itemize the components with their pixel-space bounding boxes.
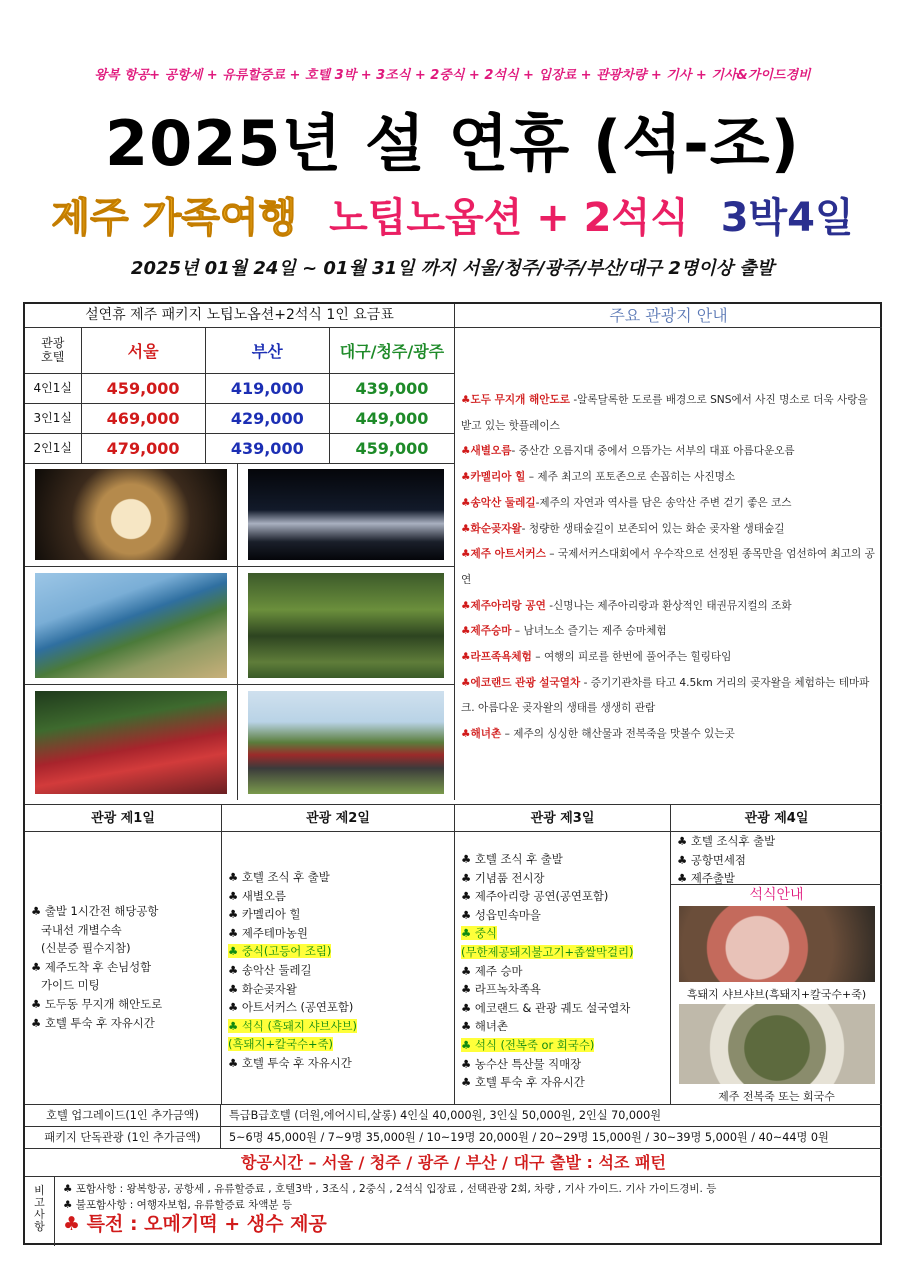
price-cell: 419,000 [205,373,329,403]
lunch-highlight: ♣ 중식 [461,926,497,941]
flight-time-line: 항공시간 – 서울 / 청주 / 광주 / 부산 / 대구 출발 : 석조 패턴 [25,1148,882,1176]
included-items: ♣ 포함사항 : 왕복항공, 공항세 , 유류할증료 , 호텔3박 , 3조식 , 2중식 , 2석식 입장료 , 선택관광 2회, 차량 , 기사 가이드. 기사 가이드경비. 등 [63,1183,717,1195]
notes-body [63,1181,873,1235]
day3-heading: 관광 제3일 [455,804,671,832]
list-item: ♣라프족욕체험 – 여행의 피로를 한번에 풀어주는 힐링타임 [461,651,732,664]
list-item: ♣송악산 둘레길-제주의 자연과 역사를 담은 송악산 주변 걷기 좋은 코스 [461,496,792,509]
upgrade-label: 호텔 업그레이드(1인 추가금액) [25,1105,221,1126]
dinner-highlight: ♣ 석식 (흑돼지 샤브샤브) [228,1018,357,1033]
notes-section [25,1176,882,1245]
corner-top: 관광 [41,336,65,351]
sight-desc: – 제주 최고의 포토존으로 손꼽히는 사진명소 [525,471,736,484]
sight-name: 새별오름 [470,445,512,458]
corner-bottom: 호텔 [41,350,65,365]
list-item: ♣화순곶자왈- 청량한 생태숲길이 보존되어 있는 화순 곶자왈 생태숲길 [461,522,785,535]
single-tour-value: 5~6명 45,000원 / 7~9명 35,000원 / 10~19명 20,000원 / 20~29명 15,000원 / 30~39명 5,000원 / 40~44명 0원 [229,1131,829,1144]
main-title: 2025년 설 연휴 (석-조) [104,107,801,180]
list-item: ♣해녀촌 – 제주의 싱싱한 해산물과 전복죽을 맛볼수 있는곳 [461,728,735,741]
list-item: ♣제주승마 – 남녀노소 즐기는 제주 승마체험 [461,625,667,638]
list-item [461,1036,670,1055]
sight-name: 제주아리랑 공연 [470,599,546,612]
list-item: ♣ 화순곶자왈 [228,981,297,996]
sight-name: 카멜리아 힐 [470,471,526,484]
table-row [25,373,455,403]
price-cell: 439,000 [205,433,329,463]
price-cell: 459,000 [81,373,205,403]
day4-heading: 관광 제4일 [671,804,882,832]
sight-desc: – 여행의 피로를 한번에 풀어주는 힐링타임 [531,651,732,664]
list-item: ♣새별오름- 중산간 오름지대 중에서 으뜸가는 서부의 대표 아름다운오름 [461,445,795,458]
sight-desc: - 청량한 생태숲길이 보존되어 있는 화순 곶자왈 생태숲길 [521,522,785,535]
list-item: 가이드 미팅 [41,978,100,993]
price-corner [25,328,81,373]
col-seoul: 서울 [81,328,205,373]
dinner-highlight: ♣ 석식 (전복죽 or 회국수) [461,1037,595,1052]
list-item: ♣ 호텔 투숙 후 자유시간 [228,1055,352,1070]
list-item [461,924,670,943]
list-item: ♣도두 무지개 해안도로 -알록달록한 도로를 배경으로 SNS에서 사진 명소로 더욱 사랑을 받고 있는 핫플레이스 [461,394,868,432]
price-cell: 479,000 [81,433,205,463]
price-table-heading: 설연휴 제주 패키지 노팁노옵션+2석식 1인 요금표 [25,304,455,328]
sight-name: 제주 아트서커스 [470,548,546,561]
col-daegu: 대구/청주/광주 [329,328,454,373]
photo-abalone-porridge [679,1004,875,1084]
list-item: ♣ 호텔 조식후 출발 [677,834,776,848]
photo-taekwondo-show [238,463,455,567]
list-item [461,943,670,962]
single-tour-row [25,1126,882,1148]
sight-name: 라프족욕체험 [470,651,532,664]
dinner-detail-highlight: (흑돼지+칼국수+죽) [228,1037,333,1052]
upgrade-value: 특급B급호텔 (더원,에어시티,살롱) 4인실 40,000원, 3인실 50,000원, 2인실 70,000원 [229,1109,662,1122]
list-item [228,1017,454,1036]
sub-title-no-tip: 노팁노옵션 + 2석식 [329,195,689,241]
sub-title [0,186,905,243]
list-item: ♣ 도두동 무지개 해안도로 [31,996,163,1011]
day1-heading: 관광 제1일 [25,804,222,832]
list-item: ♣ 라프녹차족욕 [461,982,541,997]
list-item: (신분증 필수지참) [41,941,131,956]
list-item: ♣ 호텔 투숙 후 자유시간 [461,1075,585,1090]
sight-desc: - 증기기관차를 타고 4.5km 거리의 곶자왈을 체험하는 테마파크. 아름다운 곶자왈의 생태를 생생히 관람 [461,676,870,715]
photo-camellia-path [25,685,238,800]
day4-list [671,832,882,884]
table-row [25,433,455,463]
price-table [25,328,455,464]
list-item: ♣에코랜드 관광 설국열차 - 증기기관차를 타고 4.5km 거리의 곶자왈을 체험하는 테마파크. 아름다운 곶자왈의 생태를 생생히 관람 [461,676,870,715]
photo-gotjawal-forest [238,567,455,685]
day3-list [455,832,671,1104]
list-item: ♣ 기념품 전시장 [461,870,545,885]
list-item: ♣ 제주테마농원 [228,925,308,940]
price-cell: 439,000 [329,373,454,403]
sight-name: 화순곶자왈 [470,522,522,535]
price-cell: 469,000 [81,403,205,433]
table-row [25,403,455,433]
day2-list [222,832,455,1104]
price-cell: 449,000 [329,403,454,433]
list-item: ♣ 호텔 조식 후 출발 [461,852,563,866]
sight-name: 송악산 둘레길 [470,496,536,509]
list-item: ♣제주 아트서커스 – 국제서커스대회에서 우수작으로 선정된 종목만을 엄선하여 최고의 공연 [461,548,875,586]
notes-label: 비 고 사 항 [25,1177,55,1246]
sight-desc: – 남녀노소 즐기는 제주 승마체험 [511,625,667,638]
photo-circus-globe [25,463,238,567]
list-item: ♣제주아리랑 공연 -신명나는 제주아리랑과 환상적인 태권뮤지컬의 조화 [461,599,792,612]
sight-name: 도두 무지개 해안도로 [470,394,570,406]
meal-caption-shabu: 흑돼지 샤브샤브(흑돼지+칼국수+죽) [686,988,867,1001]
list-item: ♣ 제주도착 후 손님성함 [31,959,152,974]
sights-heading: 주요 관광지 안내 [455,304,882,328]
sight-desc: – 제주의 싱싱한 해산물과 전복죽을 맛볼수 있는곳 [501,728,735,741]
list-item: ♣ 해녀촌 [461,1019,508,1034]
price-cell: 459,000 [329,433,454,463]
sights-list [461,388,879,748]
col-busan: 부산 [205,328,329,373]
sight-desc: -제주의 자연과 역사를 담은 송악산 주변 걷기 좋은 코스 [535,496,792,509]
sub-title-family-trip: 제주 가족여행 [51,195,298,241]
list-item: ♣ 아트서커스 (공연포함) [228,1000,354,1015]
price-cell: 429,000 [205,403,329,433]
sight-desc: -알록달록한 도로를 배경으로 SNS에서 사진 명소로 더욱 사랑을 받고 있는 핫플레이스 [461,394,868,432]
sight-desc: – 국제서커스대회에서 우수작으로 선정된 종목만을 엄선하여 최고의 공연 [461,548,875,586]
photo-coastal-cliff [25,567,238,685]
special-benefit: ♣ 특전 : 오메기떡 + 생수 제공 [63,1213,327,1235]
list-item: ♣ 농수산 특산물 직매장 [461,1056,582,1071]
day1-list [25,832,222,1104]
photo-ecoland-train [238,685,455,800]
day2-heading: 관광 제2일 [222,804,455,832]
departure-date-line: 2025년 01월 24일 ~ 01월 31일 까지 서울/청주/광주/부산/대구 2명이상 출발 [130,258,775,279]
list-item: ♣ 출발 1시간전 해당공항 [31,904,159,918]
list-item: ♣카멜리아 힐 – 제주 최고의 포토존으로 손꼽히는 사진명소 [461,471,736,484]
list-item: ♣ 제주출발 [677,871,735,886]
list-item: ♣ 호텔 투숙 후 자유시간 [31,1015,155,1030]
meal-caption-porridge: 제주 전복죽 또는 회국수 [718,1090,835,1103]
sight-name: 에코랜드 관광 설국열차 [470,676,581,689]
list-item: ♣ 에코랜드 & 관광 궤도 설국열차 [461,1000,631,1015]
excluded-items: ♣ 불포함사항 : 여행자보험, 유류할증료 차액분 등 [63,1199,293,1211]
sight-desc: - 중산간 오름지대 중에서 으뜸가는 서부의 대표 아름다운오름 [511,445,795,458]
meal-info-heading: 석식안내 [749,887,804,903]
room-label: 4인1실 [25,373,81,403]
list-item: ♣ 새별오름 [228,888,286,903]
list-item: ♣ 성읍민속마을 [461,907,541,922]
room-label: 3인1실 [25,403,81,433]
lunch-detail-highlight: (무한제공돼지불고기+좁쌀막걸리) [461,944,634,959]
list-item: ♣ 공항면세점 [677,852,746,867]
list-item [228,942,454,961]
list-item: ♣ 제주 승마 [461,963,523,978]
single-tour-label: 패키지 단독관광 (1인 추가금액) [25,1127,221,1148]
list-item [228,1035,454,1054]
lunch-highlight: ♣ 중식(고등어 조림) [228,944,332,959]
room-label: 2인1실 [25,433,81,463]
sight-desc: -신명나는 제주아리랑과 환상적인 태권뮤지컬의 조화 [545,599,792,612]
list-item: 국내선 개별수속 [41,922,122,937]
inclusion-line: 왕복 항공+ 공항세 + 유류할증료 + 호텔 3박 + 3조식 + 2중식 + 2석식 + 입장료 + 관광차량 + 기사 + 기사&가이드경비 [94,68,811,83]
sight-name: 해녀촌 [470,728,502,741]
list-item: ♣ 송악산 둘레길 [228,962,312,977]
photo-black-pork-shabu [679,906,875,982]
list-item: ♣ 카멜리아 힐 [228,907,301,922]
upgrade-row [25,1104,882,1126]
sight-name: 제주승마 [470,625,512,638]
package-frame [23,302,882,1245]
list-item: ♣ 제주아리랑 공연(공연포함) [461,889,609,904]
list-item: ♣ 호텔 조식 후 출발 [228,870,330,884]
sub-title-duration: 3박4일 [720,195,854,241]
